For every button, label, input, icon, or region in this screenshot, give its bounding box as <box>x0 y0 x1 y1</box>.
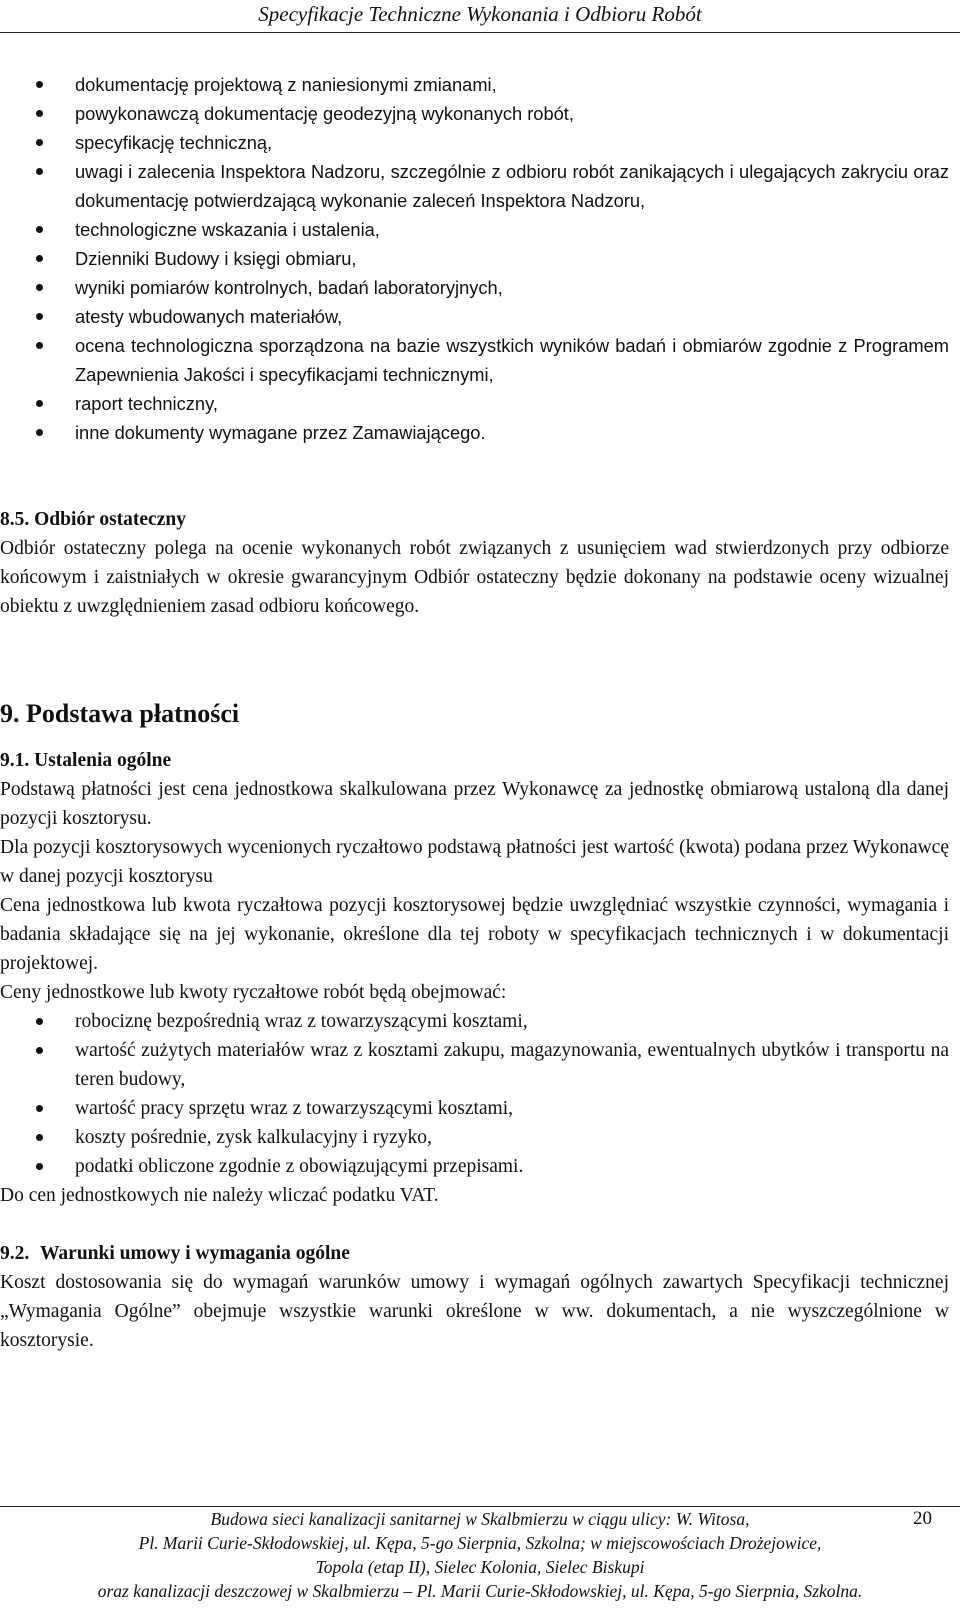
section-9-1-paragraph: Do cen jednostkowych nie należy wliczać podatku VAT. <box>0 1185 439 1206</box>
header-title: Specyfikacje Techniczne Wykonania i Odbioru Robót <box>258 2 702 26</box>
list-item: powykonawczą dokumentację geodezyjną wykonanych robót, <box>0 99 949 128</box>
cost-components-list <box>0 1007 949 1181</box>
documents-list <box>0 70 949 447</box>
footer-line: oraz kanalizacji deszczowej w Skalbmierzu – Pl. Marii Curie-Skłodowskiej, ul. Kępa, 5-go Sierpnia, Szkolna. <box>97 1581 863 1601</box>
section-9-2-number: 9.2. <box>0 1243 30 1264</box>
list-item: technologiczne wskazania i ustalenia, <box>0 215 949 244</box>
section-9-1-paragraph: Cena jednostkowa lub kwota ryczałtowa pozycji kosztorysowej będzie uwzględniać wszystkie czynności, wymagania i badania składające się na jej wykonanie, określone dla tej roboty w specyfikacjach technicznych i w dokumentacji projektowej. <box>0 895 949 974</box>
section-9-1-paragraph: Podstawą płatności jest cena jednostkowa skalkulowana przez Wykonawcę za jednostkę obmiarową ustaloną dla danej pozycji kosztorysu. <box>0 779 949 829</box>
list-item: dokumentację projektową z naniesionymi zmianami, <box>0 70 949 99</box>
list-item: raport techniczny, <box>0 389 949 418</box>
footer-line: Budowa sieci kanalizacji sanitarnej w Skalbmierzu w ciągu ulicy: W. Witosa, <box>210 1509 750 1529</box>
list-item: wyniki pomiarów kontrolnych, badań laboratoryjnych, <box>0 273 949 302</box>
list-item: inne dokumenty wymagane przez Zamawiającego. <box>0 418 949 447</box>
section-8-5-body: Odbiór ostateczny polega na ocenie wykonanych robót związanych z usunięciem wad stwierdzonych przy odbiorze końcowym i zaistniałych w okresie gwarancyjnym Odbiór ostateczny będzie dokonany na podstawie oceny wizualnej obiektu z uwzględnieniem zasad odbioru końcowego. <box>0 538 949 617</box>
list-item: atesty wbudowanych materiałów, <box>0 302 949 331</box>
list-item: uwagi i zalecenia Inspektora Nadzoru, szczególnie z odbioru robót zanikających i ulegających zakryciu oraz dokumentację potwierdzającą wykonanie zaleceń Inspektora Nadzoru, <box>0 157 949 215</box>
list-item: Dzienniki Budowy i księgi obmiaru, <box>0 244 949 273</box>
section-9-2-heading: Warunki umowy i wymagania ogólne <box>40 1243 350 1264</box>
section-9-1-paragraph: Dla pozycji kosztorysowych wycenionych ryczałtowo podstawą płatności jest wartość (kwota) podana przez Wykonawcę w danej pozycji kosztorysu <box>0 837 949 887</box>
list-item: wartość pracy sprzętu wraz z towarzyszącymi kosztami, <box>0 1094 949 1123</box>
list-item: wartość zużytych materiałów wraz z kosztami zakupu, magazynowania, ewentualnych ubytków i transportu na teren budowy, <box>0 1036 949 1094</box>
page-number: 20 <box>913 1508 932 1529</box>
section-9-2-body: Koszt dostosowania się do wymagań warunków umowy i wymagań ogólnych zawartych Specyfikacji technicznej „Wymagania Ogólne” obejmuje wszystkie warunki określone w ww. dokumentach, a nie wyszczególnione w kosztorysie. <box>0 1272 949 1351</box>
footer-line: Pl. Marii Curie-Skłodowskiej, ul. Kępa, 5-go Sierpnia, Szkolna; w miejscowościach Drożejowice, <box>138 1533 822 1553</box>
list-item: ocena technologiczna sporządzona na bazie wszystkich wyników badań i obmiarów zgodnie z Programem Zapewnienia Jakości i specyfikacjami technicznymi, <box>0 331 949 389</box>
page-footer <box>0 1506 960 1612</box>
section-9-2-title <box>0 1239 949 1268</box>
section-8-5-title: 8.5. Odbiór ostateczny <box>0 509 186 530</box>
list-item: robociznę bezpośrednią wraz z towarzyszącymi kosztami, <box>0 1007 949 1036</box>
footer-line: Topola (etap II), Sielec Kolonia, Sielec Biskupi <box>315 1557 645 1577</box>
section-9-1-title: 9.1. Ustalenia ogólne <box>0 750 172 771</box>
page-content <box>0 70 949 1355</box>
list-item: specyfikację techniczną, <box>0 128 949 157</box>
list-item: podatki obliczone zgodnie z obowiązującymi przepisami. <box>0 1152 949 1181</box>
page-header <box>0 0 960 33</box>
section-9-title: 9. Podstawa płatności <box>0 699 240 728</box>
list-item: koszty pośrednie, zysk kalkulacyjny i ryzyko, <box>0 1123 949 1152</box>
section-9-1-paragraph: Ceny jednostkowe lub kwoty ryczałtowe robót będą obejmować: <box>0 982 507 1003</box>
